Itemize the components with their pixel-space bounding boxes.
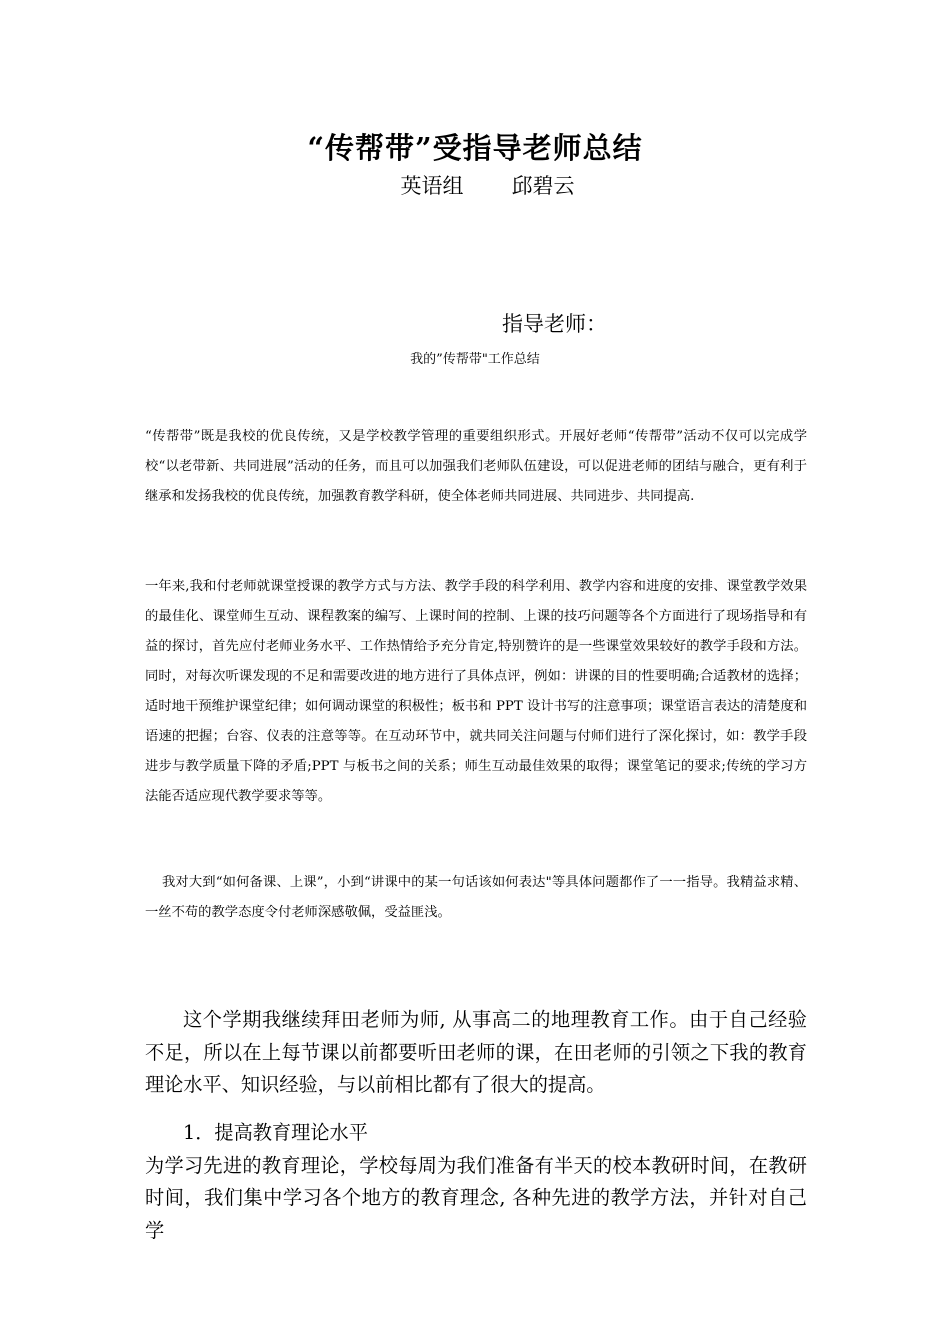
paragraph-3 — [145, 868, 807, 928]
author-name: 邱碧云 — [511, 174, 575, 198]
paragraph-2 — [145, 572, 807, 812]
paragraph-1 — [145, 422, 807, 512]
section-1 — [145, 1117, 807, 1247]
paragraph-4 — [145, 1004, 807, 1102]
paragraph-text: 这个学期我继续拜田老师为师, 从事高二的地理教育工作。由于自己经验不足，所以在上每节课以前都要听田老师的课，在田老师的引领之下我的教育理论水平、知识经验，与以前相比都有了很大的提高。 — [145, 1008, 807, 1096]
document-title: “传帮带”受指导老师总结 — [307, 131, 643, 165]
section-heading: 1．提高教育理论水平 — [183, 1121, 368, 1144]
byline — [0, 171, 950, 201]
paragraph-text: 为学习先进的教育理论，学校每周为我们准备有半天的校本教研时间，在教研时间，我们集中学习各个地方的教育理念, 各种先进的教学方法，并针对自己学 — [145, 1153, 807, 1242]
author-group: 英语组 — [400, 174, 464, 198]
paragraph-text: 我对大到“如何备课、上课”，小到“讲课中的某一句话该如何表达"等具体问题都作了一一指导。我精益求精、一丝不苟的教学态度令付老师深感敬佩，受益匪浅。 — [145, 875, 807, 920]
mentor-label: 指导老师： — [502, 312, 607, 336]
paragraph-text: “传帮带”既是我校的优良传统，又是学校教学管理的重要组织形式。开展好老师“传帮带”活动不仅可以完成学校“以老带新、共同进展”活动的任务，而且可以加强我们老师队伍建设，可以促进老师的团结与融合，更有利于继承和发扬我校的优良传统，加强教育教学科研，使全体老师共同进展、共同进步、共同提高. — [145, 429, 807, 504]
section-subtitle: 我的”传帮带"工作总结 — [410, 352, 540, 367]
paragraph-text: 一年来,我和付老师就课堂授课的教学方式与方法、教学手段的科学利用、教学内容和进度的安排、课堂教学效果的最佳化、课堂师生互动、课程教案的编写、上课时间的控制、上课的技巧问题等各个方面进行了现场指导和有益的探讨，首先应付老师业务水平、工作热情给予充分肯定,特别赞许的是一些课堂效果较好的教学手段和方法。同时，对每次听课发现的不足和需要改进的地方进行了具体点评，例如：讲课的目的性要明确;合适教材的选择；适时地干预维护课堂纪律；如何调动课堂的积极性；板书和 PPT 设计书写的注意事项；课堂语言表达的清楚度和语速的把握；台容、仪表的注意等等。在互动环节中，就共同关注问题与付师们进行了深化探讨，如：教学手段进步与教学质量下降的矛盾;PPT 与板书之间的关系；师生互动最佳效果的取得；课堂笔记的要求;传统的学习方法能否适应现代教学要求等等。 — [145, 579, 807, 804]
